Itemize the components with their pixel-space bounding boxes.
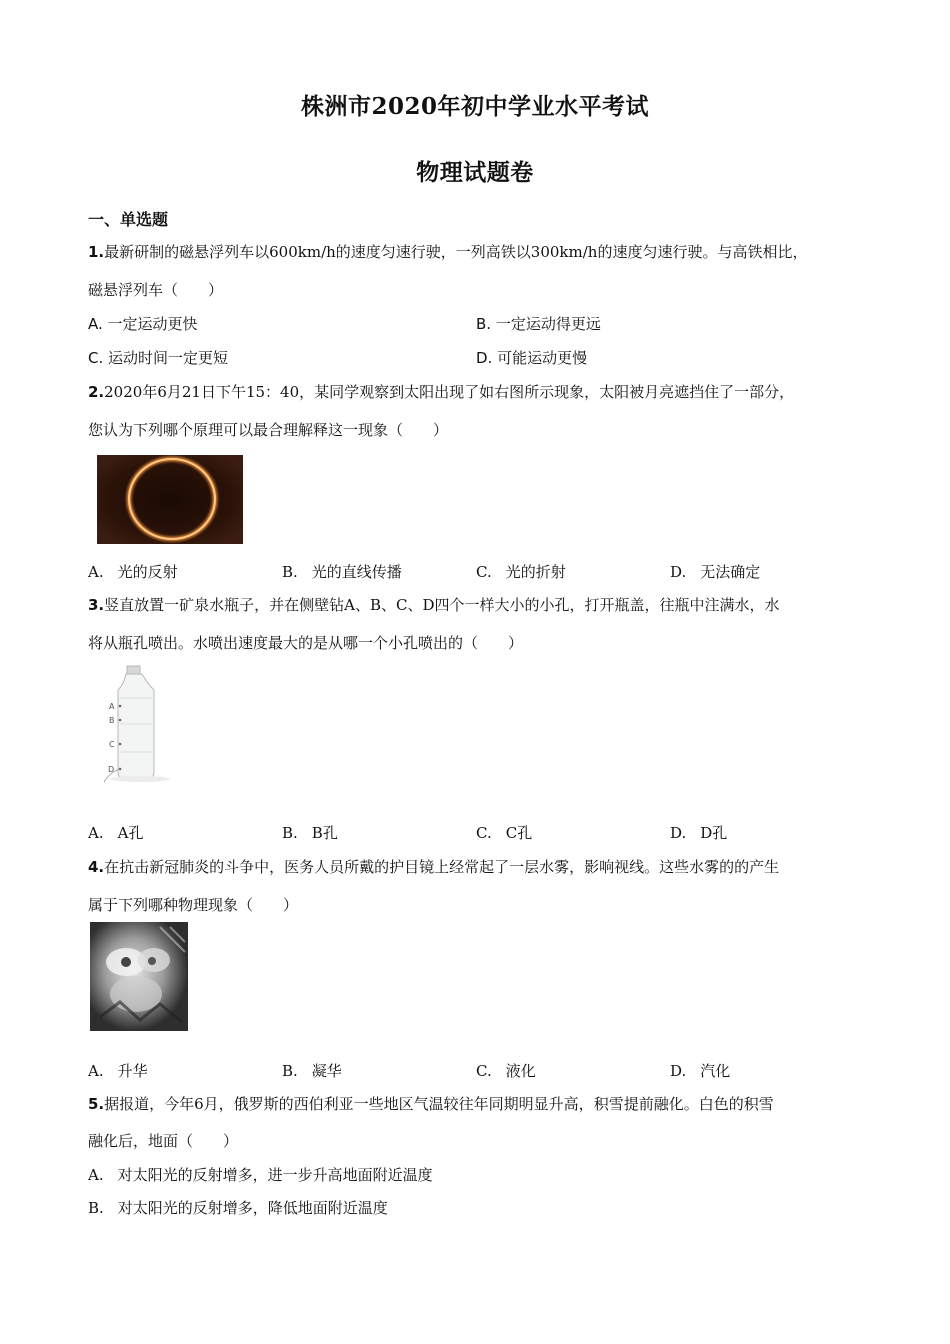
q2-option-d: D. 无法确定 [670, 563, 761, 581]
q1-option-d: D. 可能运动更慢 [476, 349, 588, 367]
bottle-label-b: B [109, 716, 115, 725]
question-3-line-1 [88, 594, 780, 615]
exam-subtitle: 物理试题卷 [416, 159, 534, 186]
question-4-line-1 [88, 856, 779, 877]
question-number: 3. [88, 596, 105, 614]
question-5-line-1 [88, 1093, 774, 1114]
question-number: 5. [88, 1095, 105, 1113]
q5-option-a: A. 对太阳光的反射增多，进一步升高地面附近温度 [88, 1166, 433, 1184]
question-number: 4. [88, 858, 105, 876]
question-3-line-2: 将从瓶孔喷出。水喷出速度最大的是从哪一个小孔喷出的（ ） [88, 634, 524, 652]
question-number: 1. [88, 243, 105, 261]
q4-option-a: A. 升华 [88, 1062, 148, 1080]
bottle-figure [100, 664, 180, 786]
q3-option-b: B. B孔 [282, 824, 338, 842]
bottle-label-d: D [108, 765, 115, 774]
question-2-line-2: 您认为下列哪个原理可以最合理解释这一现象（ ） [88, 421, 449, 439]
question-text: 最新研制的磁悬浮列车以600km/h的速度匀速行驶，一列高铁以300km/h的速度匀速行驶。与高铁相比， [104, 243, 808, 261]
goggles-photo [90, 922, 188, 1031]
question-number: 2. [88, 383, 105, 401]
question-text: 据报道，今年6月，俄罗斯的西伯利亚一些地区气温较往年同期明显升高，积雪提前融化。白色的积雪 [104, 1095, 774, 1113]
q5-option-b: B. 对太阳光的反射增多，降低地面附近温度 [88, 1199, 388, 1217]
question-text: 竖直放置一矿泉水瓶子，并在侧壁钻A、B、C、D四个一样大小的小孔，打开瓶盖，往瓶中注满水，水 [104, 596, 780, 614]
q2-option-b: B. 光的直线传播 [282, 563, 402, 581]
q2-option-a: A. 光的反射 [88, 563, 178, 581]
question-1-line-1 [88, 241, 807, 262]
eclipse-photo [97, 455, 243, 544]
question-1-line-2: 磁悬浮列车（ ） [88, 281, 224, 299]
q1-option-b: B. 一定运动得更远 [476, 315, 601, 333]
q3-option-d: D. D孔 [670, 824, 728, 842]
question-text: 2020年6月21日下午15：40，某同学观察到太阳出现了如右图所示现象，太阳被月亮遮挡住了一部分， [104, 383, 795, 401]
q1-option-c: C. 运动时间一定更短 [88, 349, 229, 367]
question-5-line-2: 融化后，地面（ ） [88, 1132, 239, 1150]
section-heading: 一、单选题 [88, 210, 169, 229]
q4-option-b: B. 凝华 [282, 1062, 342, 1080]
question-text: 在抗击新冠肺炎的斗争中，医务人员所戴的护目镜上经常起了一层水雾，影响视线。这些水雾的的产生 [104, 858, 780, 876]
question-4-line-2: 属于下列哪种物理现象（ ） [88, 896, 299, 914]
q2-option-c: C. 光的折射 [476, 563, 566, 581]
q3-option-a: A. A孔 [88, 824, 144, 842]
q3-option-c: C. C孔 [476, 824, 533, 842]
question-2-line-1 [88, 381, 794, 402]
bottle-label-c: C [109, 740, 115, 749]
q4-option-d: D. 汽化 [670, 1062, 731, 1080]
exam-title: 株洲市2020年初中学业水平考试 [300, 93, 649, 120]
q4-option-c: C. 液化 [476, 1062, 536, 1080]
bottle-label-a: A [109, 702, 115, 711]
q1-option-a: A. 一定运动更快 [88, 315, 198, 333]
